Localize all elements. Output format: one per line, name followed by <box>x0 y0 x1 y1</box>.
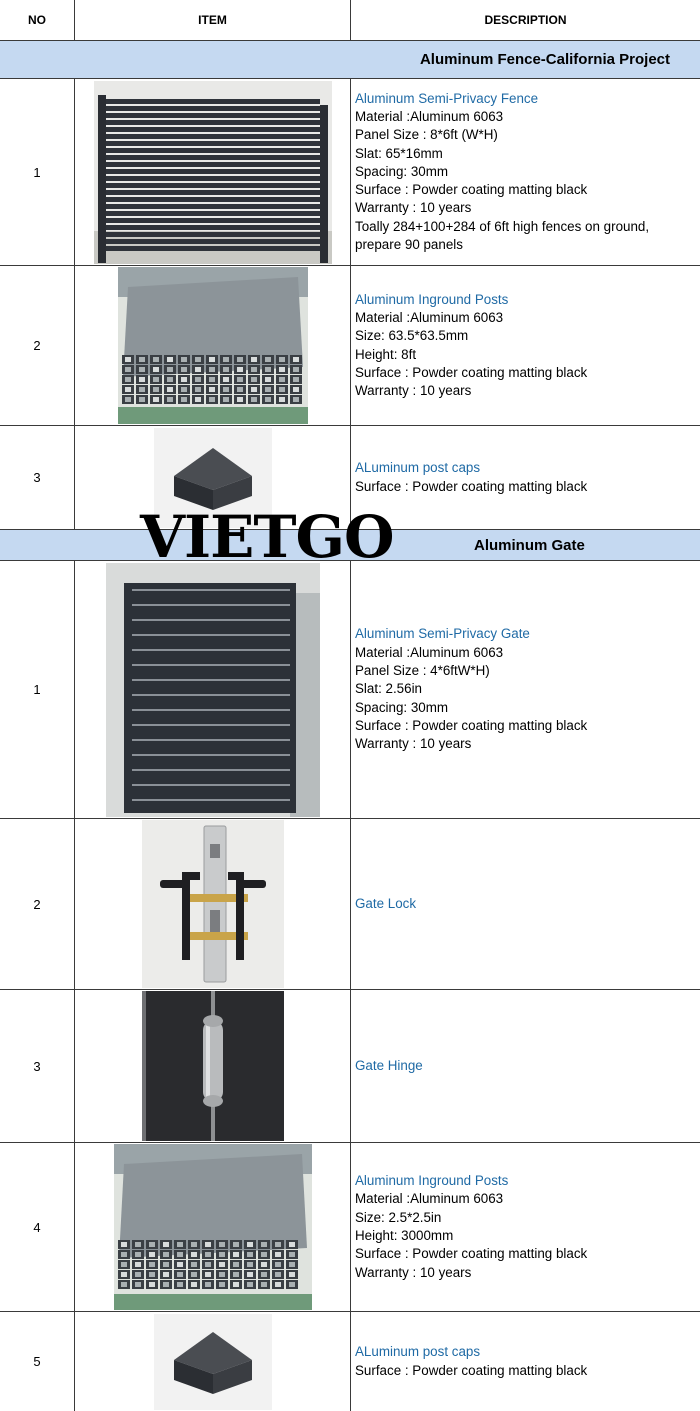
section-gate-title: Aluminum Gate <box>474 536 585 554</box>
item-image-cell <box>75 819 351 989</box>
description-cell <box>351 426 700 529</box>
description-cell <box>351 1312 700 1411</box>
item-image-cell <box>75 266 351 425</box>
header-item: ITEM <box>75 0 351 40</box>
spec-line: Material :Aluminum 6063 <box>355 309 504 325</box>
row-number: 3 <box>0 990 75 1142</box>
item-title: Aluminum Semi-Privacy Gate <box>355 626 530 642</box>
item-title: Gate Lock <box>355 895 417 911</box>
section-fence <box>0 41 700 79</box>
table-header-row <box>0 0 700 41</box>
description-lines <box>355 90 690 255</box>
spec-line: Panel Size : 4*6ftW*H) <box>355 663 490 679</box>
row-number: 4 <box>0 1143 75 1311</box>
row-number: 2 <box>0 266 75 425</box>
row-number: 5 <box>0 1312 75 1411</box>
row-number: 1 <box>0 561 75 818</box>
inground-posts-bundle-photo <box>114 1144 312 1310</box>
spec-line: Size: 63.5*63.5mm <box>355 328 469 344</box>
header-no: NO <box>0 0 75 40</box>
description-lines <box>355 895 416 913</box>
spec-line: Warranty : 10 years <box>355 736 472 752</box>
description-cell <box>351 819 700 989</box>
spec-line: Toally 284+100+284 of 6ft high fences on ground, prepare 90 panels <box>355 218 650 253</box>
item-title: Aluminum Inground Posts <box>355 291 509 307</box>
description-lines <box>355 291 587 401</box>
slat-fence-panel-photo <box>94 81 332 264</box>
item-image-cell <box>75 1312 351 1411</box>
row-number: 1 <box>0 79 75 265</box>
spec-line: Surface : Powder coating matting black <box>355 717 588 733</box>
item-image-cell <box>75 79 351 265</box>
spec-line: Spacing: 30mm <box>355 163 449 179</box>
table-row <box>0 990 700 1143</box>
item-title: Aluminum Inground Posts <box>355 1173 509 1189</box>
spec-line: Surface : Powder coating matting black <box>355 364 588 380</box>
description-cell <box>351 1143 700 1311</box>
item-image-cell <box>75 990 351 1142</box>
gate-lock-photo <box>142 820 284 988</box>
header-description-label: DESCRIPTION <box>484 12 567 27</box>
inground-posts-bundle-photo <box>118 267 308 424</box>
spec-line: Height: 8ft <box>355 346 417 362</box>
spec-line: Slat: 2.56in <box>355 681 422 697</box>
description-lines <box>355 459 587 496</box>
spec-line: Warranty : 10 years <box>355 383 472 399</box>
spec-line: Warranty : 10 years <box>355 200 472 216</box>
item-image-cell <box>75 561 351 818</box>
item-title: ALuminum post caps <box>355 1344 481 1360</box>
spec-line: Surface : Powder coating matting black <box>355 182 588 198</box>
table-row <box>0 266 700 426</box>
description-cell <box>351 561 700 818</box>
table-row <box>0 1143 700 1312</box>
vietgo-watermark: VIETGO <box>140 503 394 571</box>
description-cell <box>351 266 700 425</box>
spec-line: Size: 2.5*2.5in <box>355 1209 442 1225</box>
item-title: Gate Hinge <box>355 1057 423 1073</box>
item-image-cell <box>75 1143 351 1311</box>
table-row <box>0 1312 700 1411</box>
spec-line: Height: 3000mm <box>355 1228 454 1243</box>
spec-line: Material :Aluminum 6063 <box>355 108 504 124</box>
spec-line: Surface : Powder coating matting black <box>355 1362 588 1378</box>
item-title: ALuminum post caps <box>355 460 481 476</box>
spec-line: Warranty : 10 years <box>355 1264 472 1280</box>
description-cell <box>351 79 700 265</box>
item-title: Aluminum Semi-Privacy Fence <box>355 90 539 106</box>
header-description <box>351 0 700 40</box>
spec-line: Surface : Powder coating matting black <box>355 1246 588 1262</box>
spec-line: Material :Aluminum 6063 <box>355 1191 504 1207</box>
spec-line: Panel Size : 8*6ft (W*H) <box>355 127 498 143</box>
table-row <box>0 79 700 266</box>
post-cap-photo <box>154 1314 272 1410</box>
spec-line: Material :Aluminum 6063 <box>355 644 504 660</box>
table-row <box>0 561 700 819</box>
row-number: 2 <box>0 819 75 989</box>
spec-line: Slat: 65*16mm <box>355 145 443 161</box>
spec-line: Surface : Powder coating matting black <box>355 478 588 494</box>
gate-panel-photo <box>106 563 320 817</box>
gate-hinge-photo <box>142 991 284 1141</box>
spec-line: Spacing: 30mm <box>355 699 449 715</box>
row-number: 3 <box>0 426 75 529</box>
description-lines <box>355 1343 587 1380</box>
section-fence-title: Aluminum Fence-California Project <box>419 51 670 68</box>
table-row <box>0 819 700 990</box>
description-lines <box>355 1057 423 1075</box>
description-cell <box>351 990 700 1142</box>
description-lines <box>355 1172 587 1282</box>
description-lines <box>355 625 587 753</box>
